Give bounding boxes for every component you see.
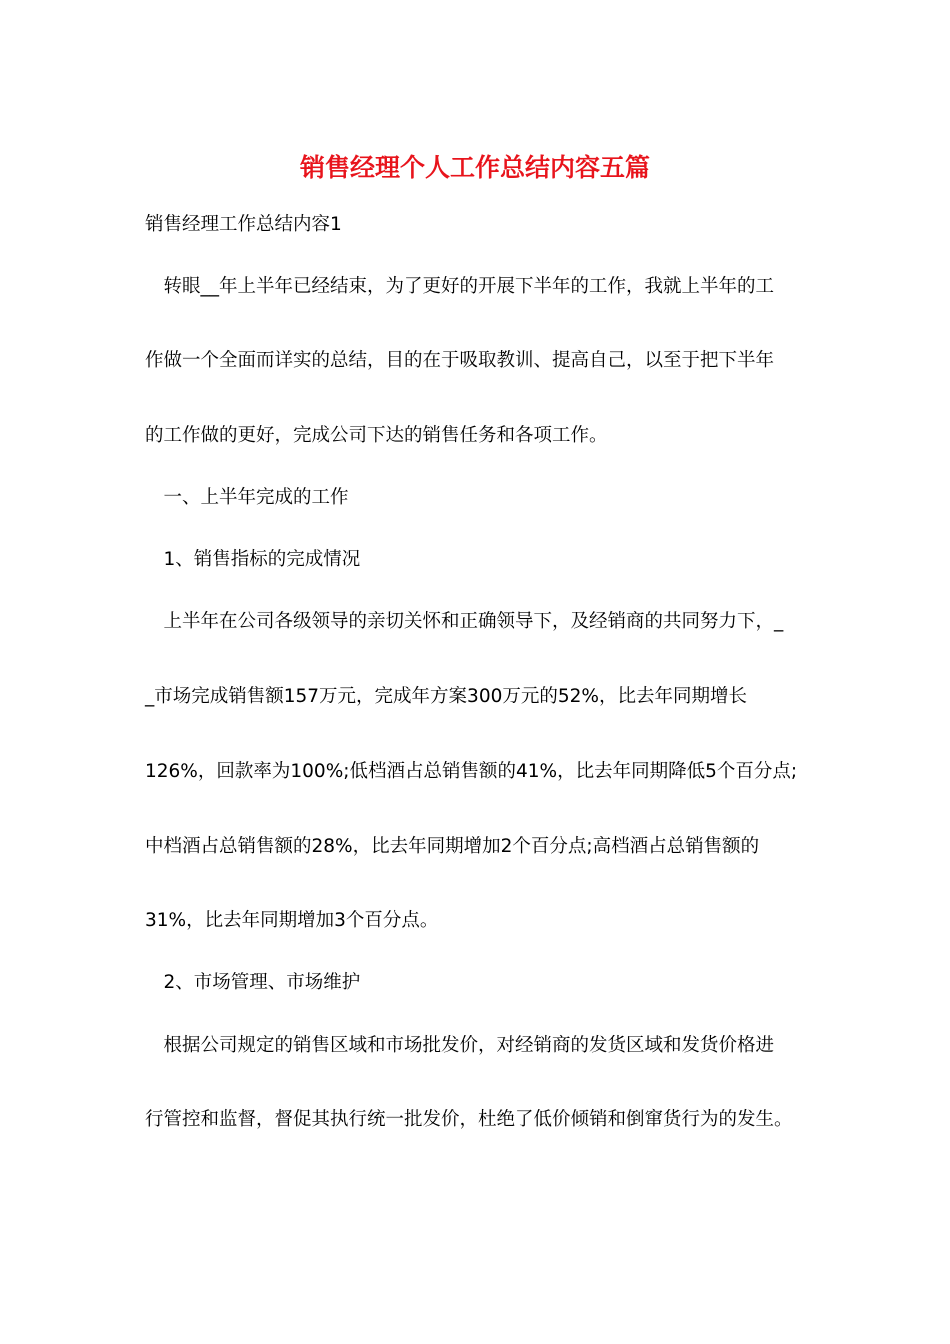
subheading: 1、销售指标的完成情况 <box>145 549 361 570</box>
subheading: 2、市场管理、市场维护 <box>145 972 361 993</box>
paragraph-line: 转眼__年上半年已经结束，为了更好的开展下半年的工作，我就上半年的工 <box>145 276 775 297</box>
paragraph-line: 中档酒占总销售额的28%，比去年同期增加2个百分点;高档酒占总销售额的 <box>145 836 760 857</box>
document-title: 销售经理个人工作总结内容五篇 <box>299 153 650 182</box>
paragraph-line: 126%，回款率为100%;低档酒占总销售额的41%，比去年同期降低5个百分点; <box>145 761 798 782</box>
paragraph-line: 根据公司规定的销售区域和市场批发价，对经销商的发货区域和发货价格进 <box>145 1035 775 1056</box>
paragraph-line: 上半年在公司各级领导的亲切关怀和正确领导下，及经销商的共同努力下，_ <box>145 611 784 632</box>
paragraph-line: _市场完成销售额157万元，完成年方案300万元的52%，比去年同期增长 <box>145 686 747 707</box>
paragraph-line: 作做一个全面而详实的总结，目的在于吸取教训、提高自己，以至于把下半年 <box>145 350 775 371</box>
paragraph-line: 31%，比去年同期增加3个百分点。 <box>145 910 439 931</box>
section-heading: 销售经理工作总结内容1 <box>145 214 342 235</box>
paragraph-line: 的工作做的更好，完成公司下达的销售任务和各项工作。 <box>145 425 608 446</box>
subheading: 一、上半年完成的工作 <box>145 487 349 508</box>
paragraph-line: 行管控和监督，督促其执行统一批发价，杜绝了低价倾销和倒窜货行为的发生。 <box>145 1109 793 1130</box>
